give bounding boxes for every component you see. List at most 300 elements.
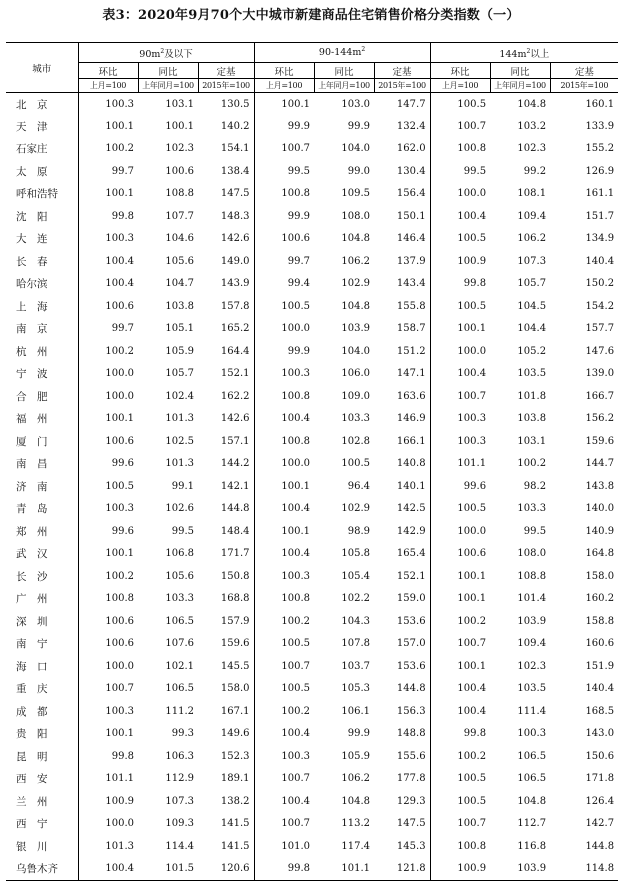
index-value: 171.7 — [220, 548, 250, 560]
index-value: 116.8 — [517, 840, 547, 852]
table-row — [6, 340, 618, 363]
index-value: 100.0 — [430, 183, 490, 206]
city-name: 乌鲁木齐 — [6, 858, 78, 881]
index-value: 103.7 — [341, 660, 371, 672]
index-value: 150.6 — [585, 750, 615, 762]
city-name: 济 南 — [6, 475, 78, 498]
index-value: 100.2 — [430, 745, 490, 768]
table-row — [6, 453, 618, 476]
index-value: 126.4 — [585, 795, 615, 807]
table-row — [6, 498, 618, 521]
index-value: 100.2 — [430, 610, 490, 633]
city-name: 大 连 — [6, 228, 78, 251]
index-value: 100.7 — [78, 678, 138, 701]
index-value: 100.1 — [78, 723, 138, 746]
city-name: 南 京 — [6, 318, 78, 341]
index-value: 143.0 — [585, 728, 615, 740]
index-value: 150.8 — [220, 570, 250, 582]
index-value: 101.0 — [254, 835, 314, 858]
table-row — [6, 430, 618, 453]
index-value: 111.2 — [165, 705, 194, 717]
index-value: 99.3 — [171, 728, 194, 740]
index-value: 100.8 — [254, 183, 314, 206]
table-row — [6, 655, 618, 678]
index-value: 99.9 — [254, 115, 314, 138]
group-header-large: $144m^2$以上 — [430, 43, 618, 63]
index-value: 153.6 — [396, 660, 426, 672]
index-value: 103.8 — [165, 300, 194, 312]
subheader-mom: 环比 — [430, 63, 490, 79]
index-value: 100.8 — [254, 430, 314, 453]
index-value: 159.6 — [220, 638, 250, 650]
table-row — [6, 363, 618, 386]
index-value: 100.6 — [78, 295, 138, 318]
index-value: 100.5 — [341, 458, 371, 470]
index-value: 160.1 — [585, 98, 615, 110]
city-name: 哈尔滨 — [6, 273, 78, 296]
index-value: 99.8 — [78, 745, 138, 768]
city-name: 北 京 — [6, 93, 78, 116]
subheader-mom: 环比 — [78, 63, 138, 79]
index-value: 102.5 — [165, 435, 194, 447]
index-value: 100.5 — [254, 633, 314, 656]
index-value: 137.9 — [396, 255, 426, 267]
index-value: 102.3 — [517, 143, 547, 155]
table-row — [6, 745, 618, 768]
subheader-yoy: 同比 — [138, 63, 198, 79]
index-value: 108.8 — [165, 188, 194, 200]
city-name: 福 州 — [6, 408, 78, 431]
index-value: 155.2 — [585, 143, 615, 155]
index-value: 155.8 — [396, 300, 426, 312]
table-row — [6, 273, 618, 296]
index-value: 99.1 — [171, 480, 194, 492]
index-value: 107.3 — [517, 255, 547, 267]
index-value: 99.6 — [78, 520, 138, 543]
index-value: 142.1 — [220, 480, 250, 492]
index-value: 160.2 — [585, 593, 615, 605]
index-value: 141.5 — [220, 818, 250, 830]
base-label: 上月=100 — [254, 79, 314, 93]
index-value: 162.0 — [396, 143, 426, 155]
city-name: 青 岛 — [6, 498, 78, 521]
index-value: 99.7 — [254, 250, 314, 273]
index-value: 100.8 — [430, 835, 490, 858]
index-value: 102.2 — [341, 593, 371, 605]
index-value: 151.7 — [585, 210, 615, 222]
index-value: 100.3 — [254, 565, 314, 588]
index-value: 103.2 — [517, 120, 547, 132]
index-value: 98.9 — [347, 525, 371, 537]
index-value: 152.1 — [220, 368, 250, 380]
index-value: 100.4 — [78, 858, 138, 881]
table-row — [6, 633, 618, 656]
city-name: 太 原 — [6, 160, 78, 183]
table-row — [6, 205, 618, 228]
index-value: 146.4 — [396, 233, 426, 245]
table-row — [6, 700, 618, 723]
city-name: 贵 阳 — [6, 723, 78, 746]
table-row — [6, 768, 618, 791]
index-value: 99.4 — [254, 273, 314, 296]
index-value: 100.4 — [430, 700, 490, 723]
index-value: 100.3 — [78, 700, 138, 723]
index-value: 109.0 — [341, 390, 371, 402]
base-label: 上年同月=100 — [314, 79, 374, 93]
city-name: 银 川 — [6, 835, 78, 858]
index-value: 143.4 — [396, 278, 426, 290]
index-value: 102.1 — [165, 660, 194, 672]
city-name: 西 安 — [6, 768, 78, 791]
index-value: 108.1 — [517, 188, 547, 200]
table-row — [6, 318, 618, 341]
index-value: 100.0 — [254, 318, 314, 341]
index-value: 104.0 — [341, 345, 371, 357]
index-value: 98.2 — [523, 480, 547, 492]
index-value: 100.4 — [254, 543, 314, 566]
index-value: 105.8 — [341, 548, 371, 560]
index-value: 103.1 — [517, 435, 547, 447]
index-value: 102.8 — [341, 435, 371, 447]
index-value: 99.9 — [254, 340, 314, 363]
index-value: 102.3 — [165, 143, 194, 155]
index-value: 99.7 — [78, 318, 138, 341]
subheader-mom: 环比 — [254, 63, 314, 79]
table-row — [6, 723, 618, 746]
index-value: 101.4 — [517, 593, 547, 605]
index-value: 106.5 — [165, 615, 194, 627]
index-value: 144.8 — [220, 503, 250, 515]
index-value: 102.6 — [165, 503, 194, 515]
index-value: 100.0 — [78, 655, 138, 678]
index-value: 168.8 — [220, 593, 250, 605]
index-value: 100.4 — [78, 250, 138, 273]
index-value: 100.2 — [78, 138, 138, 161]
table-row — [6, 385, 618, 408]
city-name: 武 汉 — [6, 543, 78, 566]
index-value: 148.4 — [220, 525, 250, 537]
index-value: 120.6 — [198, 858, 254, 881]
index-value: 130.5 — [220, 98, 250, 110]
index-value: 107.6 — [165, 638, 194, 650]
index-value: 143.9 — [220, 278, 250, 290]
index-value: 100.9 — [78, 790, 138, 813]
index-value: 149.6 — [220, 728, 250, 740]
index-value: 101.3 — [165, 413, 194, 425]
index-value: 100.0 — [78, 385, 138, 408]
index-value: 100.5 — [430, 498, 490, 521]
index-value: 102.3 — [517, 660, 547, 672]
index-value: 99.6 — [78, 453, 138, 476]
index-value: 140.1 — [396, 480, 426, 492]
index-value: 100.7 — [254, 655, 314, 678]
index-value: 150.1 — [396, 210, 426, 222]
index-value: 99.8 — [430, 273, 490, 296]
index-value: 100.7 — [254, 768, 314, 791]
city-header: 城市 — [6, 43, 78, 93]
index-value: 99.9 — [347, 728, 371, 740]
index-value: 100.1 — [254, 93, 314, 116]
index-value: 103.5 — [517, 368, 547, 380]
table-row — [6, 115, 618, 138]
index-value: 157.1 — [220, 435, 250, 447]
table-row — [6, 93, 618, 116]
index-value: 99.9 — [254, 205, 314, 228]
index-value: 100.8 — [78, 588, 138, 611]
index-value: 177.8 — [396, 773, 426, 785]
index-value: 104.8 — [517, 98, 547, 110]
city-name: 南 昌 — [6, 453, 78, 476]
index-value: 100.4 — [430, 205, 490, 228]
index-value: 100.4 — [254, 498, 314, 521]
table-row — [6, 250, 618, 273]
city-name: 天 津 — [6, 115, 78, 138]
index-value: 156.3 — [396, 705, 426, 717]
city-name: 昆 明 — [6, 745, 78, 768]
index-value: 104.5 — [517, 300, 547, 312]
index-value: 100.5 — [430, 768, 490, 791]
index-value: 145.3 — [396, 840, 426, 852]
table-row — [6, 565, 618, 588]
index-value: 141.5 — [220, 840, 250, 852]
table-body — [6, 93, 618, 881]
index-value: 109.4 — [517, 638, 547, 650]
index-value: 100.4 — [430, 363, 490, 386]
index-value: 100.1 — [430, 655, 490, 678]
index-value: 100.3 — [78, 93, 138, 116]
index-value: 99.7 — [78, 160, 138, 183]
index-value: 101.1 — [78, 768, 138, 791]
index-value: 100.4 — [254, 723, 314, 746]
index-value: 139.0 — [585, 368, 615, 380]
index-value: 100.7 — [430, 115, 490, 138]
index-value: 133.9 — [585, 120, 615, 132]
index-value: 103.1 — [165, 98, 194, 110]
index-value: 161.1 — [585, 188, 615, 200]
index-value: 144.7 — [585, 458, 615, 470]
index-value: 109.5 — [341, 188, 371, 200]
table-row — [6, 520, 618, 543]
subheader-fixed: 定基 — [198, 63, 254, 79]
index-value: 103.3 — [341, 413, 371, 425]
subheader-yoy: 同比 — [490, 63, 550, 79]
index-value: 105.6 — [165, 570, 194, 582]
index-value: 100.4 — [254, 790, 314, 813]
table-row — [6, 678, 618, 701]
index-value: 158.7 — [396, 323, 426, 335]
index-value: 100.1 — [254, 475, 314, 498]
city-name: 深 圳 — [6, 610, 78, 633]
index-value: 100.0 — [430, 520, 490, 543]
index-value: 103.3 — [517, 503, 547, 515]
index-value: 109.4 — [517, 210, 547, 222]
table-row — [6, 790, 618, 813]
index-value: 99.5 — [430, 160, 490, 183]
index-value: 105.9 — [165, 345, 194, 357]
table-row — [6, 588, 618, 611]
city-name: 长 沙 — [6, 565, 78, 588]
table-row — [6, 160, 618, 183]
index-value: 152.3 — [220, 750, 250, 762]
index-value: 157.7 — [585, 323, 615, 335]
index-value: 160.6 — [585, 638, 615, 650]
price-index-table — [6, 42, 618, 881]
table-row — [6, 835, 618, 858]
city-name: 沈 阳 — [6, 205, 78, 228]
base-label: 上年同月=100 — [138, 79, 198, 93]
index-value: 153.6 — [396, 615, 426, 627]
index-value: 100.8 — [254, 385, 314, 408]
city-name: 呼和浩特 — [6, 183, 78, 206]
index-value: 106.2 — [517, 233, 547, 245]
index-value: 100.5 — [430, 228, 490, 251]
city-name: 杭 州 — [6, 340, 78, 363]
index-value: 144.8 — [585, 840, 615, 852]
index-value: 100.3 — [254, 363, 314, 386]
index-value: 100.3 — [78, 498, 138, 521]
index-value: 171.8 — [585, 773, 615, 785]
index-value: 103.9 — [490, 858, 550, 881]
index-value: 100.3 — [430, 408, 490, 431]
index-value: 99.6 — [430, 475, 490, 498]
index-value: 129.3 — [396, 795, 426, 807]
index-value: 106.1 — [341, 705, 371, 717]
index-value: 142.7 — [585, 818, 615, 830]
index-value: 106.3 — [165, 750, 194, 762]
index-value: 105.7 — [165, 368, 194, 380]
index-value: 164.4 — [220, 345, 250, 357]
index-value: 104.8 — [341, 233, 371, 245]
index-value: 100.5 — [78, 475, 138, 498]
index-value: 109.3 — [165, 818, 194, 830]
index-value: 140.0 — [585, 503, 615, 515]
index-value: 159.0 — [396, 593, 426, 605]
index-value: 99.0 — [347, 165, 371, 177]
index-value: 140.9 — [585, 525, 615, 537]
base-label: 2015年=100 — [550, 79, 618, 93]
index-value: 96.4 — [347, 480, 371, 492]
index-value: 105.7 — [517, 278, 547, 290]
index-value: 100.1 — [78, 408, 138, 431]
index-value: 157.0 — [396, 638, 426, 650]
index-value: 100.9 — [430, 858, 490, 881]
index-value: 99.8 — [254, 858, 314, 881]
index-value: 147.5 — [396, 818, 426, 830]
index-value: 100.9 — [430, 250, 490, 273]
subheader-fixed: 定基 — [550, 63, 618, 79]
index-value: 104.7 — [165, 278, 194, 290]
index-value: 103.8 — [517, 413, 547, 425]
index-value: 145.5 — [220, 660, 250, 672]
index-value: 105.6 — [165, 255, 194, 267]
index-value: 158.0 — [220, 683, 250, 695]
index-value: 152.1 — [396, 570, 426, 582]
index-value: 148.3 — [220, 210, 250, 222]
index-value: 105.1 — [165, 323, 194, 335]
index-value: 130.4 — [396, 165, 426, 177]
index-value: 147.6 — [585, 345, 615, 357]
index-value: 103.5 — [517, 683, 547, 695]
table-row — [6, 475, 618, 498]
index-value: 105.4 — [341, 570, 371, 582]
index-value: 103.0 — [341, 98, 371, 110]
index-value: 165.2 — [220, 323, 250, 335]
index-value: 99.5 — [523, 525, 547, 537]
city-name: 宁 波 — [6, 363, 78, 386]
index-value: 100.6 — [165, 165, 194, 177]
index-value: 149.0 — [220, 255, 250, 267]
city-name: 广 州 — [6, 588, 78, 611]
group-header-medium: $90-144m^2$ — [254, 43, 430, 63]
base-label: 2015年=100 — [374, 79, 430, 93]
index-value: 100.2 — [78, 340, 138, 363]
index-value: 100.7 — [430, 813, 490, 836]
index-value: 107.8 — [341, 638, 371, 650]
index-value: 157.9 — [220, 615, 250, 627]
city-name: 重 庆 — [6, 678, 78, 701]
index-value: 102.4 — [165, 390, 194, 402]
index-value: 100.4 — [430, 678, 490, 701]
index-value: 100.1 — [78, 183, 138, 206]
index-value: 106.5 — [517, 773, 547, 785]
index-value: 112.7 — [517, 818, 547, 830]
index-value: 112.9 — [165, 773, 194, 785]
index-value: 104.8 — [341, 795, 371, 807]
index-value: 140.8 — [396, 458, 426, 470]
index-value: 105.2 — [517, 345, 547, 357]
index-value: 142.5 — [396, 503, 426, 515]
index-value: 100.6 — [78, 633, 138, 656]
index-value: 105.3 — [341, 683, 371, 695]
index-value: 100.6 — [430, 543, 490, 566]
index-value: 100.5 — [430, 790, 490, 813]
index-value: 100.3 — [78, 228, 138, 251]
index-value: 99.9 — [347, 120, 371, 132]
index-value: 106.5 — [517, 750, 547, 762]
index-value: 154.2 — [585, 300, 615, 312]
index-value: 100.7 — [254, 138, 314, 161]
index-value: 154.1 — [220, 143, 250, 155]
index-value: 102.9 — [341, 503, 371, 515]
index-value: 150.2 — [585, 278, 615, 290]
table-row — [6, 295, 618, 318]
index-value: 189.1 — [220, 773, 250, 785]
index-value: 100.5 — [254, 295, 314, 318]
index-value: 147.5 — [220, 188, 250, 200]
index-value: 151.9 — [585, 660, 615, 672]
index-value: 100.1 — [165, 120, 194, 132]
index-value: 157.8 — [220, 300, 250, 312]
city-name: 郑 州 — [6, 520, 78, 543]
index-value: 100.0 — [254, 453, 314, 476]
index-value: 107.7 — [165, 210, 194, 222]
index-value: 100.0 — [78, 363, 138, 386]
index-value: 164.8 — [585, 548, 615, 560]
index-value: 148.8 — [396, 728, 426, 740]
subheader-yoy: 同比 — [314, 63, 374, 79]
index-value: 100.7 — [430, 385, 490, 408]
base-label: 上月=100 — [430, 79, 490, 93]
index-value: 146.9 — [396, 413, 426, 425]
index-value: 100.1 — [254, 520, 314, 543]
index-value: 100.6 — [254, 228, 314, 251]
index-value: 101.5 — [138, 858, 198, 881]
table-row — [6, 813, 618, 836]
index-value: 162.2 — [220, 390, 250, 402]
index-value: 114.8 — [550, 858, 618, 881]
index-value: 166.1 — [396, 435, 426, 447]
table-row — [6, 138, 618, 161]
